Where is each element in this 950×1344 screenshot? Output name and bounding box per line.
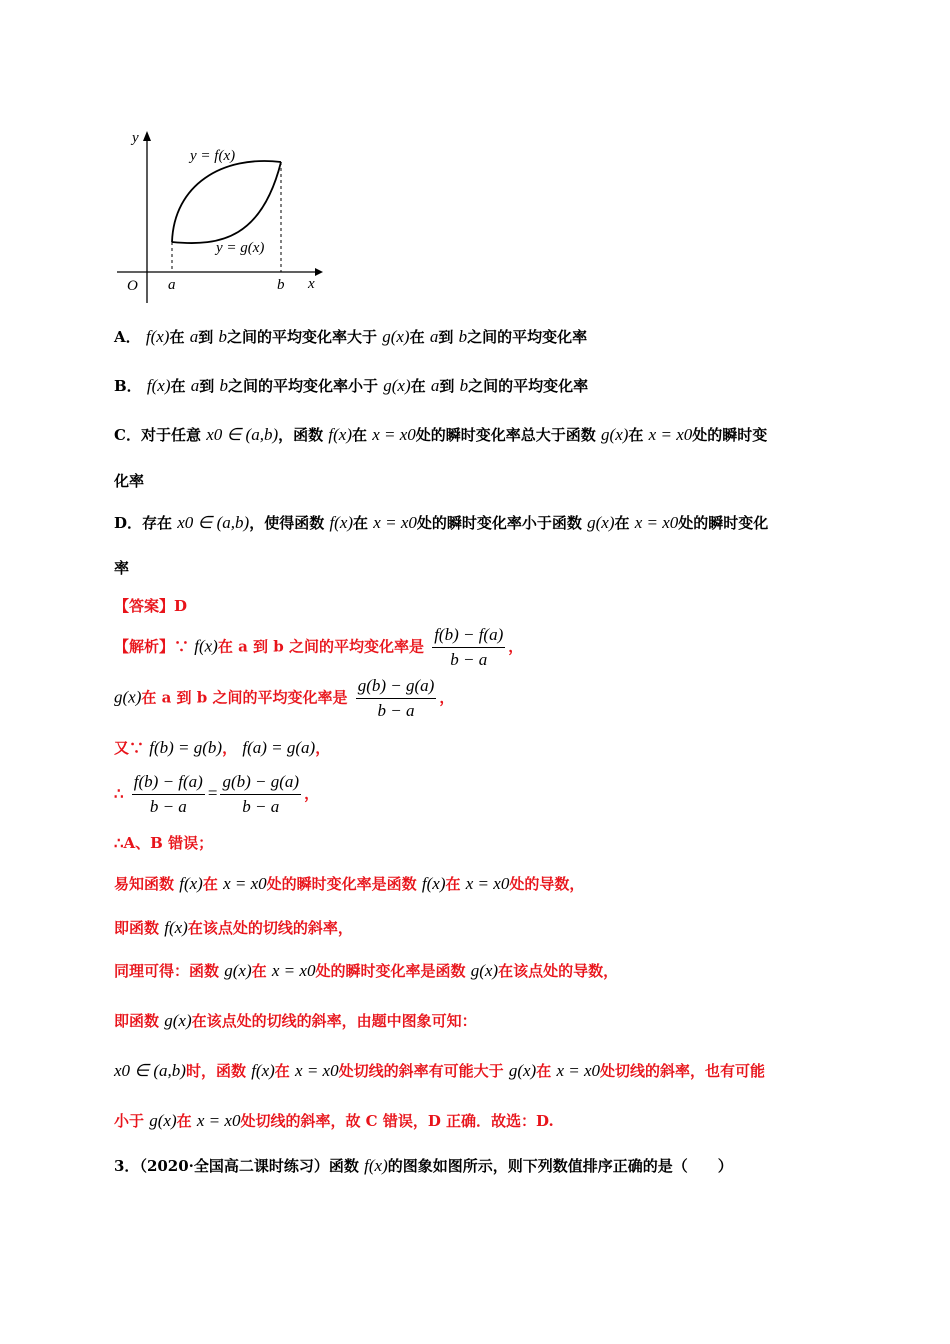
analysis-line-11: 小于 g(x)在 x = x0处切线的斜率，故 C 错误，D 正确．故选：D. <box>114 1111 554 1130</box>
option-d: D．存在 x0 ∈ (a,b)，使得函数 f(x)在 x = x0处的瞬时变化率小于函数 g(x)在 x = x0处的瞬时变化 <box>114 513 769 532</box>
option-d-cont: 率 <box>114 559 130 577</box>
function-graph-figure <box>112 125 327 305</box>
origin-label: O <box>127 278 138 294</box>
analysis-line-7: 即函数 f(x)在该点处的切线的斜率， <box>114 918 353 937</box>
option-c-cont: 化率 <box>114 472 145 490</box>
analysis-line-6: 易知函数 f(x)在 x = x0处的瞬时变化率是函数 f(x)在 x = x0处的导数， <box>114 874 585 893</box>
fraction-f-eq: $\frac{f(b) - f(a)}{b - a}$ <box>133 772 203 816</box>
analysis-line-5: ∴A、B 错误； <box>114 834 214 852</box>
option-a: A． f(x)在 a到 b之间的平均变化率大于 g(x)在 a到 b之间的平均变化率 <box>114 327 588 346</box>
b-label: b <box>277 277 285 293</box>
x-axis-arrow <box>315 268 323 276</box>
answer-line: 【答案】D <box>114 597 188 615</box>
analysis-line-3: 又∵ f(b) = g(b)， f(a) = g(a)， <box>114 738 331 757</box>
a-label: a <box>168 277 176 293</box>
curve-g-label: y = g(x) <box>216 240 265 256</box>
analysis-line-4: ∴ $\frac{f(b) - f(a)}{b - a}$ = $\frac{g(b) - g(a)}{b - a}$ ， <box>114 772 320 816</box>
option-b: B． f(x)在 a到 b之间的平均变化率小于 g(x)在 a到 b之间的平均变化率 <box>114 376 589 395</box>
analysis-line-2: g(x)在 a 到 b 之间的平均变化率是 $\frac{g(b) - g(a)}{b - a}$ ， <box>114 676 455 720</box>
x-axis-label: x <box>308 276 315 292</box>
curve-f <box>172 161 281 242</box>
y-axis-label: y <box>132 130 139 146</box>
analysis-line-1: 【解析】∵ f(x)在 a 到 b 之间的平均变化率是 $\frac{f(b) - f(a)}{b - a}$ ， <box>114 625 524 669</box>
fraction-g: $\frac{g(b) - g(a)}{b - a}$ <box>357 676 435 720</box>
question-3: 3．（2020·全国高二课时练习）函数 f(x)的图象如图所示，则下列数值排序正确的是（ ） <box>114 1156 733 1175</box>
analysis-line-9: 即函数 g(x)在该点处的切线的斜率，由题中图象可知： <box>114 1011 477 1030</box>
curve-f-label: y = f(x) <box>190 148 236 164</box>
analysis-line-8: 同理可得：函数 g(x)在 x = x0处的瞬时变化率是函数 g(x)在该点处的导数， <box>114 961 619 980</box>
fraction-f: $\frac{f(b) - f(a)}{b - a}$ <box>434 625 504 669</box>
curve-g <box>172 162 281 243</box>
y-axis-arrow <box>143 131 151 141</box>
option-c: C．对于任意 x0 ∈ (a,b)，函数 f(x)在 x = x0处的瞬时变化率总大于函数 g(x)在 x = x0处的瞬时变 <box>114 425 768 444</box>
analysis-line-10: x0 ∈ (a,b)时，函数 f(x)在 x = x0处切线的斜率有可能大于 g(x)在 x = x0处切线的斜率，也有可能 <box>114 1061 766 1080</box>
fraction-g-eq: $\frac{g(b) - g(a)}{b - a}$ <box>222 772 300 816</box>
